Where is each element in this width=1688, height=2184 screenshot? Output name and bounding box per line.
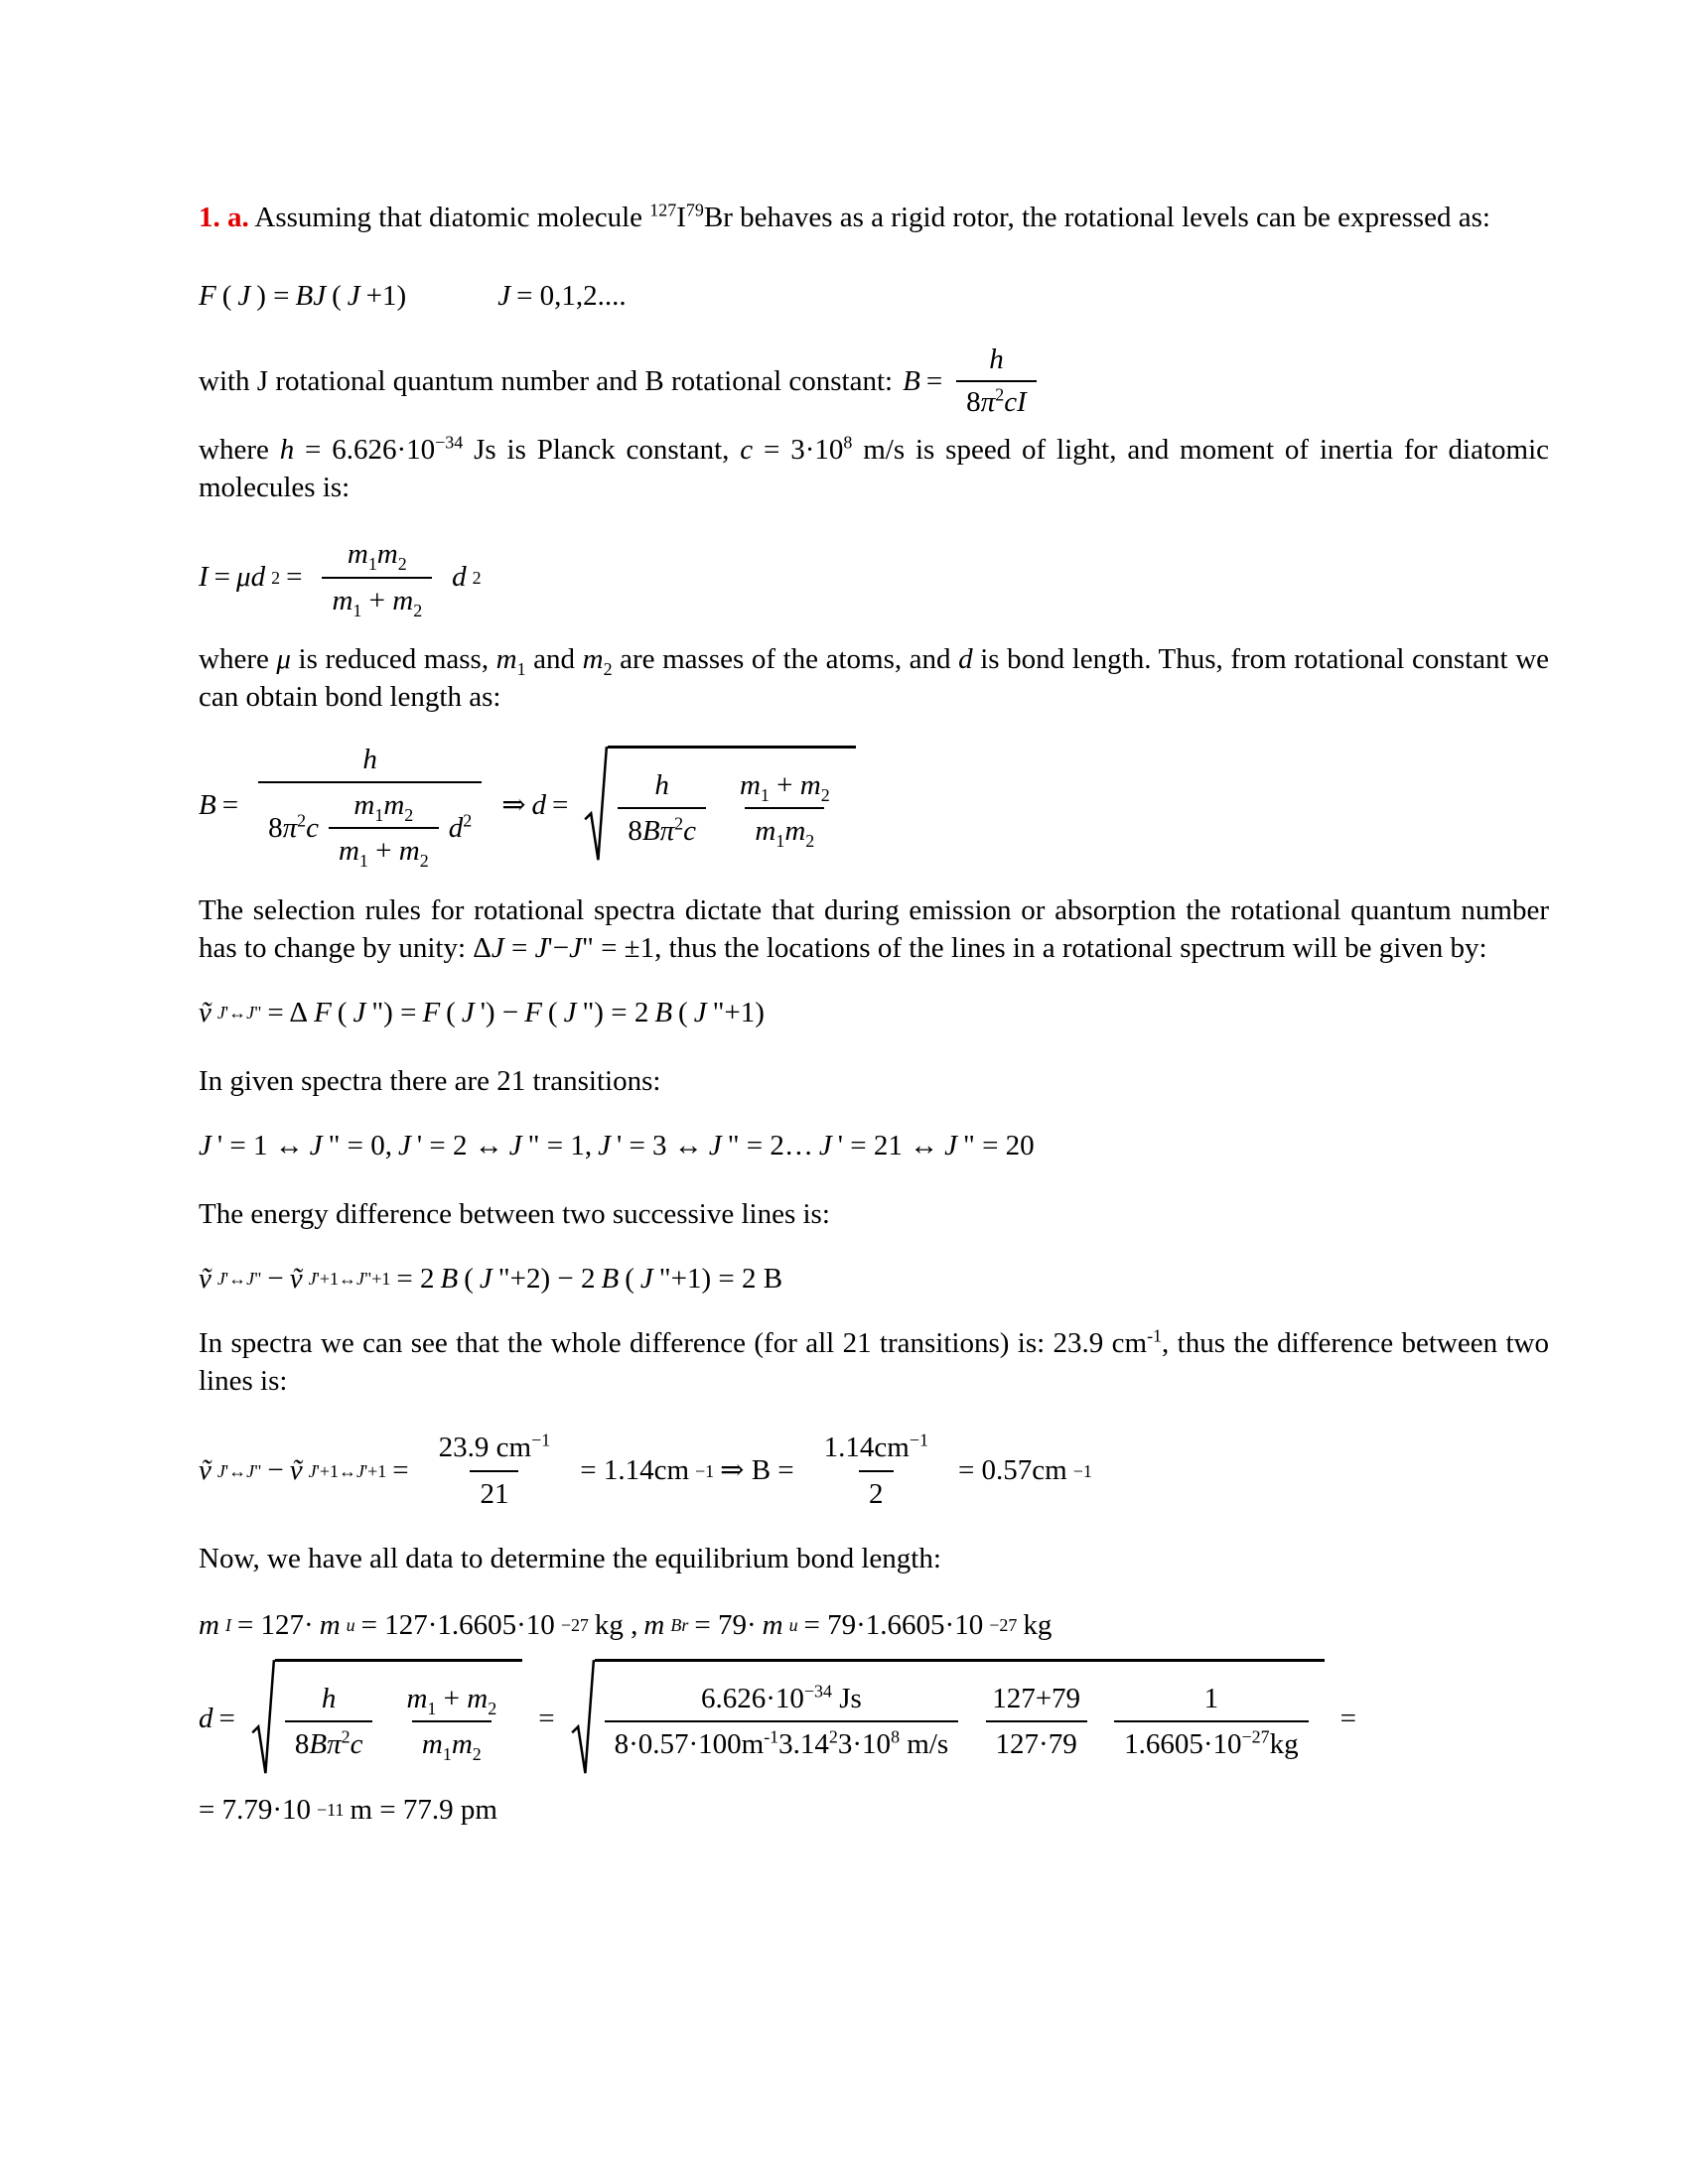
fraction-denominator: $m_1 + m_2$ xyxy=(329,827,439,869)
trailing-equals-sign: = xyxy=(1339,1702,1356,1734)
difference-fraction xyxy=(429,1430,561,1512)
fraction-denominator: $1.6605\cdot 10^{-27}kg$ xyxy=(1114,1720,1309,1762)
numeric-fraction-2 xyxy=(982,1681,1090,1763)
inertia-rhs: d 2 xyxy=(452,561,482,594)
atomic-masses-formula: m I = 127· m u = 127·1.6605·10 −27 kg , m Br = 79· m u = 79·1.6605·10 −27 kg xyxy=(199,1608,1053,1641)
sqrt-fraction-2 xyxy=(396,1681,506,1763)
square-root xyxy=(251,1659,522,1778)
sqrt-fraction-2 xyxy=(730,767,840,850)
radical-sign-icon xyxy=(571,1659,595,1778)
fraction-denominator: $8\pi^2cI$ xyxy=(956,380,1037,419)
rotational-constant-text: with J rotational quantum number and B rotational constant: xyxy=(199,364,894,397)
b-equals: B = xyxy=(199,789,239,821)
fraction-numerator: h xyxy=(362,743,377,775)
denominator-suffix: $d^2$ xyxy=(448,810,473,845)
outer-fraction xyxy=(258,742,482,870)
successive-lines-formula: ṽ J'↔J" − ṽ J'+1↔J"+1 = 2 B ( J "+2) − 2 B ( J "+1) = 2 B xyxy=(199,1263,783,1295)
radical-sign-icon xyxy=(584,746,608,865)
equation-atomic-masses xyxy=(199,1607,1549,1643)
rotational-term-formula: F ( J ) = BJ ( J +1) xyxy=(199,280,407,312)
equation-moment-of-inertia xyxy=(199,536,1549,618)
fraction-denominator xyxy=(258,781,482,870)
radical-sign-icon xyxy=(251,1659,275,1778)
radicand xyxy=(595,1659,1325,1778)
radicand xyxy=(275,1659,522,1778)
fraction-numerator: $m_1 + m_2$ xyxy=(406,1682,497,1718)
fraction-denominator: $8B\pi^2c$ xyxy=(285,1720,373,1762)
paragraph-transitions-count: In given spectra there are 21 transitions: xyxy=(199,1064,661,1097)
problem-number-label: 1. a. xyxy=(199,202,249,233)
difference-lhs: ṽ J'↔J" − ṽ J'+1↔J'+1 = xyxy=(199,1454,409,1487)
fraction-denominator: 127·79 xyxy=(986,1720,1087,1762)
fraction-denominator: $8B\pi^2c$ xyxy=(618,807,706,849)
equation-bond-length-derivation xyxy=(199,742,1549,870)
paragraph-intro xyxy=(199,199,1549,236)
fraction-numerator: $1.14cm^{-1}$ xyxy=(823,1430,928,1464)
b-fraction xyxy=(814,1430,938,1512)
fraction-numerator: $m_1 + m_2$ xyxy=(739,768,830,805)
fraction-numerator: h xyxy=(654,768,669,801)
paragraph-planck-constant: where $h = 6.626\cdot 10^{-34}$ Js is Planck constant, $c = 3\cdot 10^8$ m/s is speed of light, and moment of inertia for diatomic molecules is: xyxy=(199,432,1550,504)
square-root-numeric xyxy=(571,1659,1325,1778)
paragraph-conclusion-lead: Now, we have all data to determine the equilibrium bond length: xyxy=(199,1542,941,1574)
paragraph-reduced-mass: where μ is reduced mass, $m_1$ and $m_2$ are masses of the atoms, and d is bond length. Thus, from rotational constant we can obtain bond length as: xyxy=(199,642,1550,713)
equation-result xyxy=(199,1792,1549,1828)
fraction-denominator: $m_1m_2$ xyxy=(412,1720,492,1762)
equation-b-value xyxy=(199,1430,1549,1512)
equals-sign: = xyxy=(538,1702,555,1734)
fraction-denominator: $m_1m_2$ xyxy=(745,807,824,849)
fraction-numerator: h xyxy=(321,1682,337,1714)
equation-successive-lines xyxy=(199,1261,1549,1297)
fraction-denominator: 2 xyxy=(859,1470,894,1512)
d-equals: d = xyxy=(199,1702,235,1734)
numeric-fraction-3 xyxy=(1114,1681,1309,1763)
inertia-lhs: I = μd 2 = xyxy=(199,561,303,594)
radicand xyxy=(608,746,855,865)
fraction-denominator: 21 xyxy=(470,1470,518,1512)
b-result: = 0.57cm −1 xyxy=(957,1454,1092,1487)
fraction-denominator: $m_1 + m_2$ xyxy=(322,577,432,618)
intermediate-result: = 1.14cm −1 ⇒ B = xyxy=(580,1454,794,1487)
paragraph-selection-rules: The selection rules for rotational spectra dictate that during emission or absorption the rotational quantum number has to change by unity: ΔJ = J'−J" = ±1, thus the locations of the lines in a rotational spectrum will be given by: xyxy=(199,893,1549,964)
fraction-numerator: $m_1m_2$ xyxy=(353,789,414,825)
equation-line-positions xyxy=(199,995,1549,1030)
sqrt-fraction-1 xyxy=(285,1681,373,1763)
fraction-numerator: h xyxy=(989,343,1004,376)
fraction-numerator: 23.9 $cm^{-1}$ xyxy=(438,1430,551,1464)
fraction-denominator: $8\cdot 0.57\cdot 100m^{-1}3.14^23\cdot 10^8$ m/s xyxy=(605,1720,959,1762)
sqrt-fraction-1 xyxy=(618,767,706,850)
implies-d-equals: ⇒ d = xyxy=(501,789,569,821)
paragraph-intro-text: Assuming that diatomic molecule $^{127}I^{79}Br$ behaves as a rigid rotor, the rotational levels can be expressed as: xyxy=(254,200,1490,233)
fraction-numerator: 127+79 xyxy=(992,1682,1081,1714)
transition-list-formula: J ' = 1 ↔ J " = 0, J ' = 2 ↔ J " = 1, J ' = 3 ↔ J " = 2… J ' = 21 ↔ J " = 20 xyxy=(199,1129,1035,1161)
quantum-number-range: J = 0,1,2.... xyxy=(497,280,627,312)
reduced-mass-fraction xyxy=(322,536,432,618)
fraction-numerator: $m_1m_2$ xyxy=(347,538,407,575)
b-constant-fraction xyxy=(956,343,1037,419)
paragraph-rotational-constant xyxy=(199,343,1549,419)
bond-length-result: = 7.79·10 −11 m = 77.9 pm xyxy=(199,1794,497,1826)
square-root xyxy=(584,746,855,865)
inner-fraction xyxy=(329,787,439,870)
line-position-formula: ṽ J'↔J" = Δ F ( J ") = F ( J ') − F ( J ") = 2 B ( J "+1) xyxy=(199,996,765,1028)
equation-rotational-levels xyxy=(199,278,1549,314)
numeric-fraction-1 xyxy=(605,1681,959,1763)
paragraph-whole-difference: In spectra we can see that the whole difference (for all 21 transitions) is: 23.9 $cm^{-1}$, thus the difference between two lines is: xyxy=(199,1325,1549,1398)
paragraph-energy-difference: The energy difference between two successive lines is: xyxy=(199,1198,830,1230)
denominator-prefix: $8\pi^2c$ xyxy=(268,810,319,845)
fraction-numerator: $6.626\cdot 10^{-34}$ Js xyxy=(700,1681,862,1714)
fraction-numerator: 1 xyxy=(1203,1682,1219,1714)
equation-transition-list xyxy=(199,1128,1549,1163)
b-equals: B = xyxy=(903,364,943,397)
equation-final-bond-length xyxy=(199,1659,1549,1778)
